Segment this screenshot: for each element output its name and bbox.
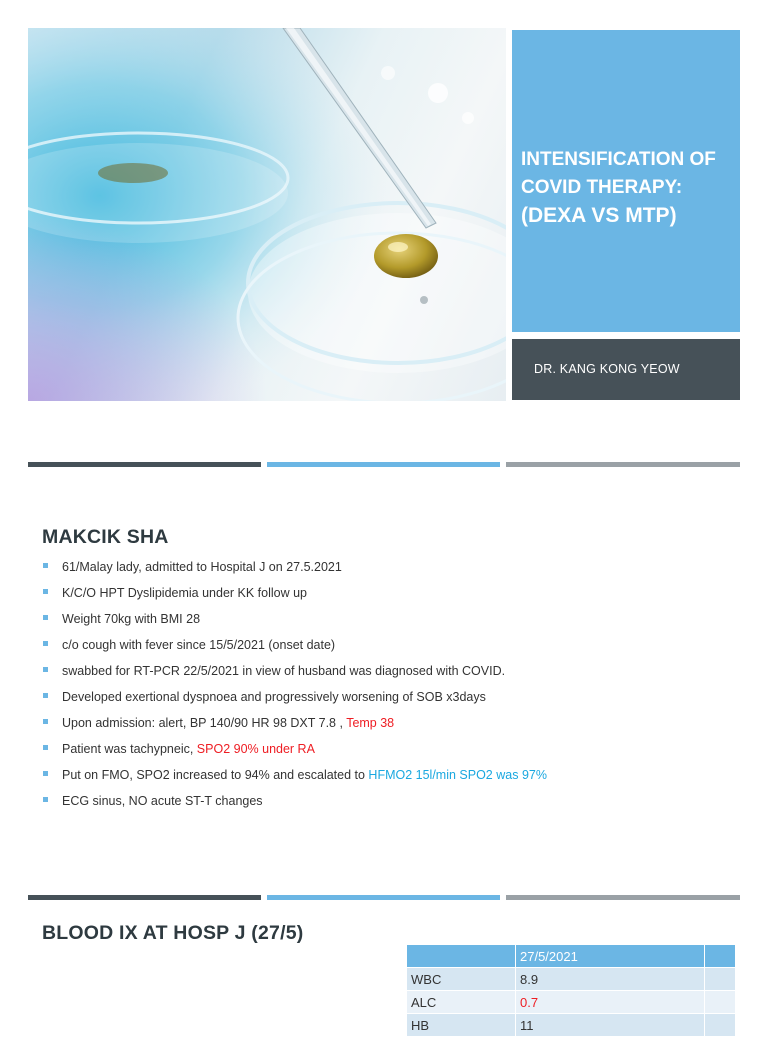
blood-results-table <box>406 944 736 1037</box>
title-line-2: COVID THERAPY: <box>521 177 683 198</box>
bullet-square-icon <box>43 589 48 594</box>
table-row <box>407 968 736 991</box>
table-row <box>407 991 736 1014</box>
list-item <box>42 612 742 638</box>
table-header-cell <box>407 945 516 968</box>
bullet-text: swabbed for RT-PCR 22/5/2021 in view of husband was diagnosed with COVID. <box>62 664 506 678</box>
title-line-3: (DEXA VS MTP) <box>521 204 677 227</box>
table-cell-label: WBC <box>407 968 516 991</box>
bullet-square-icon <box>43 745 48 750</box>
bullet-square-icon <box>43 641 48 646</box>
title-line-1: INTENSIFICATION OF <box>521 149 716 170</box>
list-item <box>42 716 742 742</box>
blood-ix-heading: BLOOD IX AT HOSP J (27/5) <box>42 922 304 944</box>
bullet-text: K/C/O HPT Dyslipidemia under KK follow up <box>62 586 308 600</box>
table-cell-empty <box>705 968 736 991</box>
list-item <box>42 586 742 612</box>
bullet-text: Upon admission: alert, BP 140/90 HR 98 DXT 7.8 , <box>62 716 347 730</box>
bullet-text: Put on FMO, SPO2 increased to 94% and escalated to <box>62 768 369 782</box>
hfmo2-highlight: HFMO2 15l/min SPO2 was 97% <box>368 768 547 782</box>
spo2-highlight: SPO2 90% under RA <box>196 742 315 756</box>
table-cell-empty <box>705 1014 736 1037</box>
divider-bar-dark <box>28 895 261 900</box>
list-item <box>42 742 742 768</box>
bullet-text: Patient was tachypneic, <box>62 742 197 756</box>
title-slide-photo <box>28 28 506 401</box>
divider-bar-blue <box>267 462 500 467</box>
list-item <box>42 690 742 716</box>
bullet-square-icon <box>43 797 48 802</box>
patient-heading: MAKCIK SHA <box>42 526 169 548</box>
table-cell-label: HB <box>407 1014 516 1037</box>
list-item <box>42 664 742 690</box>
bullet-square-icon <box>43 719 48 724</box>
list-item <box>42 794 742 820</box>
bullet-square-icon <box>43 563 48 568</box>
bullet-square-icon <box>43 615 48 620</box>
table-cell-empty <box>705 991 736 1014</box>
slide-title <box>521 146 736 230</box>
table-cell-value: 0.7 <box>516 991 705 1014</box>
table-row <box>407 1014 736 1037</box>
table-cell-value: 8.9 <box>516 968 705 991</box>
table-cell-value: 11 <box>516 1014 705 1037</box>
bullet-square-icon <box>43 771 48 776</box>
bullet-text: c/o cough with fever since 15/5/2021 (onset date) <box>62 638 336 652</box>
list-item <box>42 768 742 794</box>
bullet-square-icon <box>43 667 48 672</box>
table-header-row <box>407 945 736 968</box>
pipette-petri-dish-illustration <box>28 28 506 401</box>
bullet-text: Developed exertional dyspnoea and progressively worsening of SOB x3days <box>62 690 486 704</box>
divider-bar-gray <box>506 462 740 467</box>
table-header-cell <box>705 945 736 968</box>
table-cell-label: ALC <box>407 991 516 1014</box>
list-item <box>42 638 742 664</box>
list-item <box>42 560 742 586</box>
author-name: DR. KANG KONG YEOW <box>534 362 680 376</box>
patient-history-list <box>42 560 742 820</box>
bullet-text: 61/Malay lady, admitted to Hospital J on 27.5.2021 <box>62 560 342 574</box>
divider-bar-gray <box>506 895 740 900</box>
bullet-square-icon <box>43 693 48 698</box>
temperature-highlight: Temp 38 <box>346 716 395 730</box>
divider-bar-blue <box>267 895 500 900</box>
bullet-text: Weight 70kg with BMI 28 <box>62 612 201 626</box>
bullet-text: ECG sinus, NO acute ST-T changes <box>62 794 263 808</box>
table-header-date: 27/5/2021 <box>516 945 705 968</box>
divider-bar-dark <box>28 462 261 467</box>
